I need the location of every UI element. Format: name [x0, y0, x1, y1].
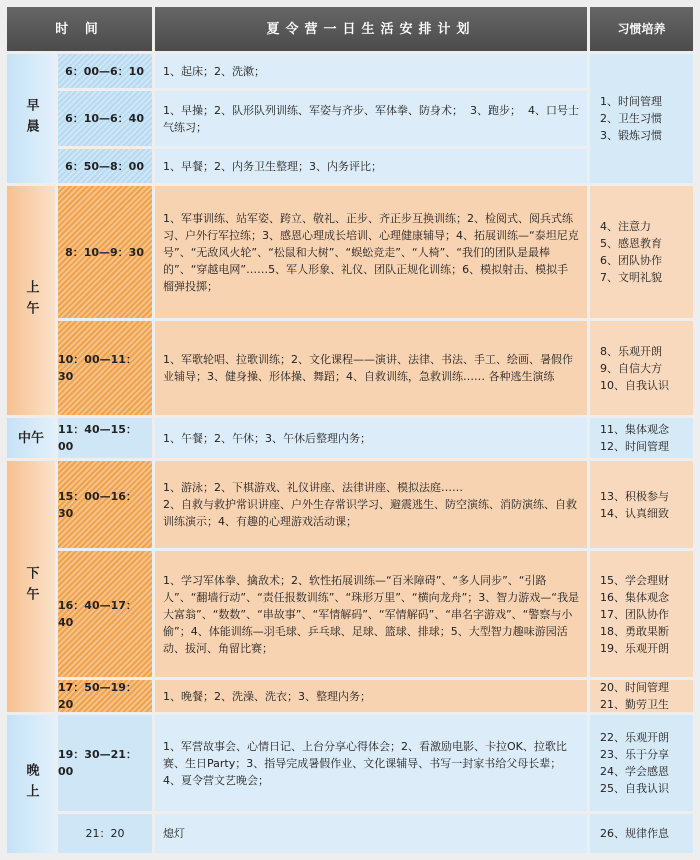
content-row-2: 1、早操；2、队形队列训练、军姿与齐步、军体拳、防身术； 3、跑步； 4、口号士气练习； [155, 91, 587, 146]
habit-am2: 8、乐观开朗 9、自信大方 10、自我认识 [590, 321, 693, 415]
content-row-3: 1、早餐；2、内务卫生整理；3、内务评比； [155, 149, 587, 183]
content-row-9: 1、晚餐；2、洗澡、洗衣；3、整理内务； [155, 680, 587, 712]
content-row-1: 1、起床；2、洗漱； [155, 54, 587, 88]
header-habit: 习惯培养 [590, 7, 693, 51]
content-row-7: 1、游泳；2、下棋游戏、礼仪讲座、法律讲座、模拟法庭…… 2、自救与救护常识讲座、户外生存常识学习、避震逃生、防空演练、消防演练、自救训练演示；4、有趣的心理游戏活动课； [155, 461, 587, 548]
content-row-5: 1、军歌轮唱、拉歌训练；2、文化课程——演讲、法律、书法、手工、绘画、暑假作业辅导；3、健身操、形体操、舞蹈；4、自救训练，急救训练…… 各种逃生演练 [155, 321, 587, 415]
time-row-8: 16：40—17：40 [58, 551, 152, 677]
period-am: 上午 [7, 186, 55, 415]
habit-pm2: 15、学会理财 16、集体观念 17、团队协作 18、勇敢果断 19、乐观开朗 [590, 551, 693, 677]
period-evening: 晚上 [7, 715, 55, 853]
header-time: 时 间 [7, 7, 152, 51]
time-row-10: 19：30—21：00 [58, 715, 152, 811]
time-row-9: 17：50—19：20 [58, 680, 152, 712]
time-row-5: 10：00—11：30 [58, 321, 152, 415]
time-row-2: 6：10—6：40 [58, 91, 152, 146]
content-row-6: 1、午餐；2、午休；3、午休后整理内务； [155, 418, 587, 458]
habit-morning: 1、时间管理 2、卫生习惯 3、锻炼习惯 [590, 54, 693, 183]
period-pm: 下午 [7, 461, 55, 712]
habit-am1: 4、注意力 5、感恩教育 6、团队协作 7、文明礼貌 [590, 186, 693, 318]
habit-eve1: 22、乐观开朗 23、乐于分享 24、学会感恩 25、自我认识 [590, 715, 693, 811]
habit-eve2: 26、规律作息 [590, 814, 693, 853]
habit-pm3: 20、时间管理 21、勤劳卫生 [590, 680, 693, 712]
header-plan: 夏令营一日生活安排计划 [155, 7, 587, 51]
time-row-11: 21：20 [58, 814, 152, 853]
time-row-7: 15：00—16：30 [58, 461, 152, 548]
habit-noon: 11、集体观念 12、时间管理 [590, 418, 693, 458]
period-noon: 中午 [7, 418, 55, 458]
content-row-10: 1、军营故事会、心情日记、上台分享心得体会；2、看激励电影、卡拉OK、拉歌比赛、生日Party；3、指导完成暑假作业、文化课辅导、书写一封家书给父母长辈；4、夏令营文艺晚会； [155, 715, 587, 811]
time-row-3: 6：50—8：00 [58, 149, 152, 183]
habit-pm1: 13、积极参与 14、认真细致 [590, 461, 693, 548]
period-morning: 早晨 [7, 54, 55, 183]
content-row-4: 1、军事训练、站军姿、跨立、敬礼、正步、齐正步互换训练；2、检阅式、阅兵式练习、户外行军拉练；3、感恩心理成长培训、心理健康辅导；4、拓展训练—“泰坦尼克号”、“无敌风火轮”、“松鼠和大树”、“蜈蚣竞走”、“人椅”、“我们的团队是最棒的”、“穿越电网”……5、军人形象、礼仪、团队正规化训练；6、模拟射击、模拟手榴弹投掷； [155, 186, 587, 318]
time-row-6: 11：40—15：00 [58, 418, 152, 458]
content-row-8: 1、学习军体拳、擒敌术；2、软性拓展训练—“百米障碍”、“多人同步”、“引路人”、“翻墙行动”、“责任报数训练”、“珠形万里”、“横向龙舟”；3、智力游戏—“我是大富翁”、“数数”、“串故事”、“军情解码”、“军情解码”、“串名字游戏”、“警察与小偷”；4、体能训练—羽毛球、乒乓球、足球、篮球、排球；5、大型智力趣味游园活动、拔河、角留比赛； [155, 551, 587, 677]
content-row-11: 熄灯 [155, 814, 587, 853]
time-row-4: 8：10—9：30 [58, 186, 152, 318]
time-row-1: 6：00—6：10 [58, 54, 152, 88]
